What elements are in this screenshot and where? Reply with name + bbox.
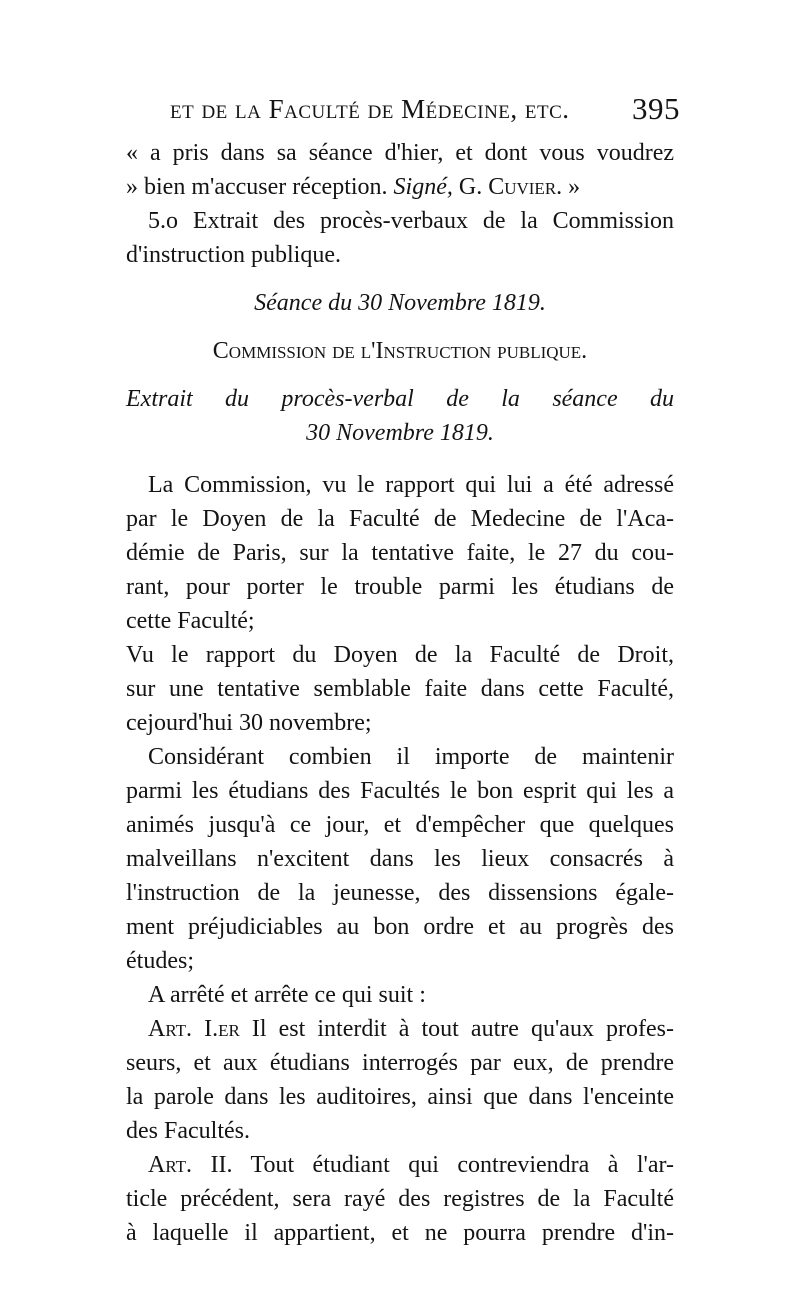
text-line: Considérant combien il importe de maintenir xyxy=(148,744,674,770)
text-line: cejourd'hui 30 novembre; xyxy=(126,710,372,736)
text-fragment: Il est interdit à tout autre qu'aux profes- xyxy=(251,1016,674,1042)
text-line: cette Faculté; xyxy=(126,608,255,634)
text-line xyxy=(126,170,674,204)
text-line xyxy=(126,1012,674,1046)
text-line: rant, pour porter le trouble parmi les étudians de xyxy=(126,574,674,600)
article-label: Art. I.er xyxy=(148,1016,240,1042)
text-line: sur une tentative semblable faite dans cette Faculté, xyxy=(126,676,674,702)
article-label: Art. II. xyxy=(148,1152,233,1178)
text-line: la parole dans les auditoires, ainsi que dans l'enceinte xyxy=(126,1084,674,1110)
page-body xyxy=(126,136,674,1250)
signature-label: Signé, xyxy=(393,174,453,200)
text-line: Vu le rapport du Doyen de la Faculté de Droit, xyxy=(126,642,674,668)
text-line: 5.o Extrait des procès-verbaux de la Commission xyxy=(148,208,674,234)
text-line: à laquelle il appartient, et ne pourra prendre d'in- xyxy=(126,1220,674,1246)
running-title: et de la Faculté de Médecine, etc. xyxy=(170,94,570,124)
extract-heading: Extrait du procès-verbal de la séance du xyxy=(126,386,674,412)
text-fragment: » bien m'accuser réception. xyxy=(126,174,388,200)
text-fragment: Tout étudiant qui contreviendra à l'ar- xyxy=(250,1152,674,1178)
text-line: A arrêté et arrête ce qui suit : xyxy=(148,982,426,1008)
extract-heading-date: 30 Novembre 1819. xyxy=(306,420,494,446)
text-line: malveillans n'excitent dans les lieux consacrés à xyxy=(126,846,674,872)
running-header xyxy=(170,91,680,126)
text-line: l'instruction de la jeunesse, des dissensions égale- xyxy=(126,880,674,906)
text-line: La Commission, vu le rapport qui lui a été adressé xyxy=(148,472,674,498)
text-line: animés jusqu'à ce jour, et d'empêcher que quelques xyxy=(126,812,674,838)
text-line: des Facultés. xyxy=(126,1118,250,1144)
page-number: 395 xyxy=(632,91,680,126)
text-line: parmi les étudians des Facultés le bon esprit qui les a xyxy=(126,778,674,804)
session-date-heading: Séance du 30 Novembre 1819. xyxy=(254,290,546,316)
text-line xyxy=(126,1148,674,1182)
text-line: études; xyxy=(126,948,194,974)
text-line: seurs, et aux étudians interrogés par eux, de prendre xyxy=(126,1050,674,1076)
text-line: d'instruction publique. xyxy=(126,242,341,268)
text-line: ticle précédent, sera rayé des registres de la Faculté xyxy=(126,1186,674,1212)
text-line: ment préjudiciables au bon ordre et au progrès des xyxy=(126,914,674,940)
text-line: « a pris dans sa séance d'hier, et dont vous voudrez xyxy=(126,140,674,166)
signatory-name: G. Cuvier. » xyxy=(458,174,581,200)
text-line: par le Doyen de la Faculté de Medecine de l'Aca- xyxy=(126,506,674,532)
commission-heading: Commission de l'Instruction publique. xyxy=(212,338,588,364)
text-line: démie de Paris, sur la tentative faite, le 27 du cou- xyxy=(126,540,674,566)
